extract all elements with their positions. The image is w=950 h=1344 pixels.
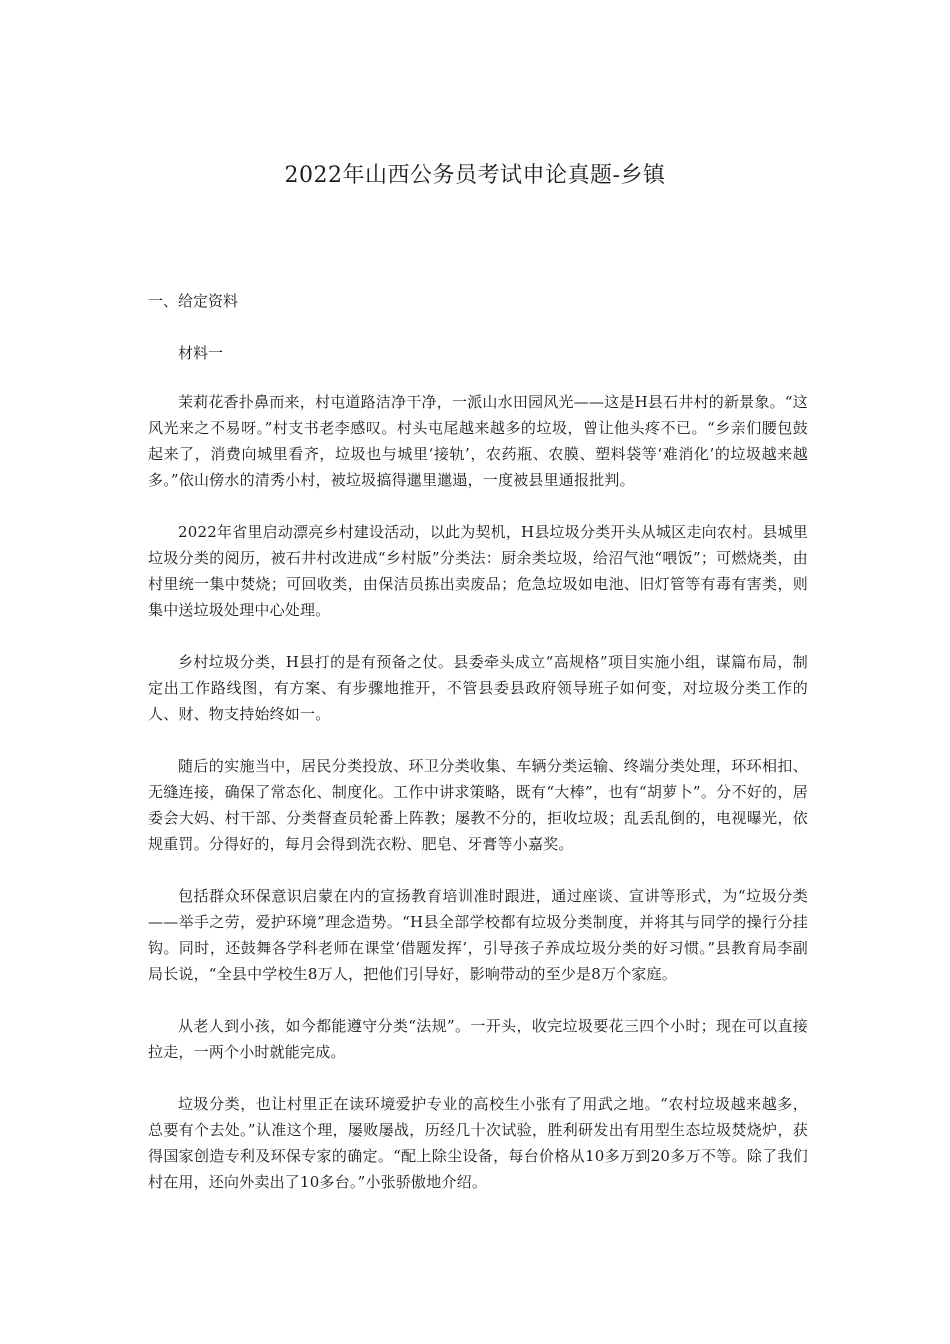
paragraph: 茉莉花香扑鼻而来，村屯道路洁净干净，一派山水田园风光——这是H县石井村的新景象。“这风光来之不易呀。”村支书老李感叹。村头屯尾越来越多的垃圾，曾让他头疼不已。“乡亲们腰包鼓起来了，消费向城里看齐，垃圾也与城里‘接轨’，农药瓶、农膜、塑料袋等‘难消化’的垃圾越来越多。”依山傍水的清秀小村，被垃圾搞得邋里邋遢，一度被县里通报批判。 (148, 393, 808, 489)
paragraph: 随后的实施当中，居民分类投放、环卫分类收集、车辆分类运输、终端分类处理，环环相扣、无缝连接，确保了常态化、制度化。工作中讲求策略，既有“大棒”，也有“胡萝卜”。分不好的，居委会大妈、村干部、分类督查员轮番上阵教；屡教不分的，拒收垃圾；乱丢乱倒的，电视曝光，依规重罚。分得好的，每月会得到洗衣粉、肥皂、牙膏等小嘉奖。 (148, 757, 808, 853)
document-title: 2022年山西公务员考试申论真题-乡镇 (284, 163, 666, 188)
material-body (148, 389, 808, 1221)
paragraph: 包括群众环保意识启蒙在内的宣扬教育培训准时跟进，通过座谈、宣讲等形式，为“垃圾分类——举手之劳，爱护环境”理念造势。“H县全部学校都有垃圾分类制度，并将其与同学的操行分挂钩。同时，还鼓舞各学科老师在课堂‘借题发挥’，引导孩子养成垃圾分类的好习惯。”县教育局李副局长说，“全县中学校生8万人，把他们引导好，影响带动的至少是8万个家庭。 (148, 887, 808, 983)
material-label: 材料一 (178, 344, 224, 362)
paragraph: 垃圾分类，也让村里正在读环境爱护专业的高校生小张有了用武之地。“农村垃圾越来越多，总要有个去处。”认准这个理，屡败屡战，历经几十次试验，胜利研发出有用型生态垃圾焚烧炉，获得国家创造专利及环保专家的确定。“配上除尘设备，每台价格从10多万到20多万不等。除了我们村在用，还向外卖出了10多台。”小张骄傲地介绍。 (148, 1095, 808, 1191)
section-heading: 一、给定资料 (148, 292, 239, 310)
paragraph: 乡村垃圾分类，H县打的是有预备之仗。县委牵头成立“高规格”项目实施小组，谋篇布局，制定出工作路线图，有方案、有步骤地推开，不管县委县政府领导班子如何变，对垃圾分类工作的人、财、物支持始终如一。 (148, 653, 808, 723)
paragraph: 2022年省里启动漂亮乡村建设活动，以此为契机，H县垃圾分类开头从城区走向农村。县城里垃圾分类的阅历，被石井村改进成“乡村版”分类法：厨余类垃圾，给沼气池“喂饭”；可燃烧类，由村里统一集中焚烧；可回收类，由保洁员拣出卖废品；危急垃圾如电池、旧灯管等有毒有害类，则集中送垃圾处理中心处理。 (148, 523, 808, 619)
paragraph: 从老人到小孩，如今都能遵守分类“法规”。一开头，收完垃圾要花三四个小时；现在可以直接拉走，一两个小时就能完成。 (148, 1017, 808, 1061)
